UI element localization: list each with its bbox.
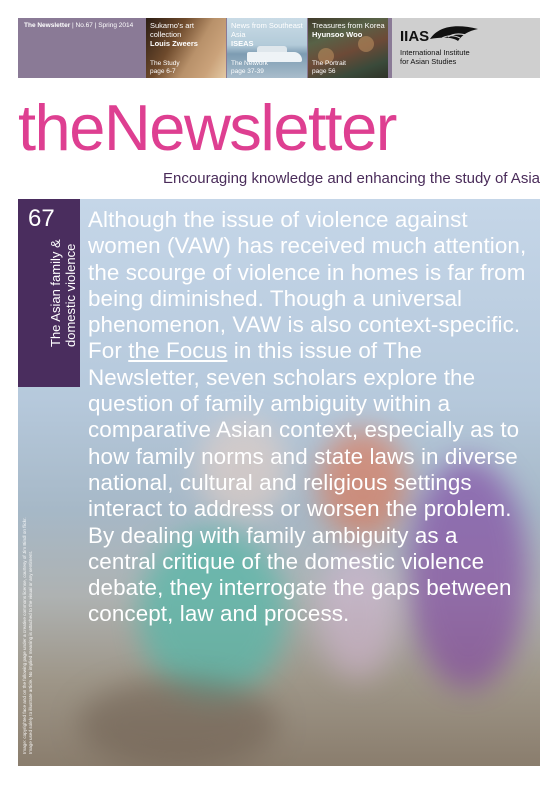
- logo-subtitle: [400, 49, 470, 66]
- teaser-portrait[interactable]: [308, 18, 388, 78]
- cover-image: [18, 199, 540, 766]
- newsletter-name: The Newsletter: [24, 22, 71, 29]
- teaser-title: Treasures from Korea: [312, 21, 385, 30]
- image-credit-line2: Image used solely to illustrate article. No implied meaning is attached to the visual or any sentiment.: [28, 551, 33, 754]
- teaser-section: The Study: [150, 60, 180, 67]
- bird-logo-icon: [428, 23, 480, 49]
- iias-logo[interactable]: [392, 18, 540, 78]
- teaser-section: The Network: [231, 60, 268, 67]
- image-credit: [22, 517, 34, 754]
- issue-theme-line1: The Asian family &: [48, 239, 63, 347]
- teaser-author: Louis Zweers: [150, 39, 198, 48]
- logo-subtitle-line1: International Institute: [400, 48, 470, 57]
- issue-number: 67: [28, 205, 55, 232]
- focus-link[interactable]: the Focus: [128, 338, 228, 364]
- logo-subtitle-line2: for Asian Studies: [400, 56, 457, 66]
- teaser-study[interactable]: [146, 18, 226, 78]
- intro-text-part1: Although the issue of violence against women (VAW) has received much attention, the scourge of violence in homes is far from being diminished. Though a universal phenomenon, VAW is also context-specific. For: [88, 207, 527, 364]
- issue-sidebar: [18, 199, 80, 387]
- teaser-author: Hyunsoo Woo: [312, 30, 363, 39]
- teaser-title: Sukarno's art collection: [150, 21, 194, 39]
- image-credit-line1: Image: copyrighted face and on the following page under a creative commons license, courtesy of Jim Bindl on flickr.: [22, 517, 27, 754]
- teaser-network[interactable]: [227, 18, 307, 78]
- issue-info: [24, 22, 133, 29]
- top-banner: [18, 18, 540, 78]
- teaser-page: page 6-7: [150, 67, 176, 75]
- image-ground: [78, 679, 278, 766]
- masthead-title: theNewsletter: [18, 91, 396, 164]
- teaser-page: page 56: [312, 67, 336, 75]
- intro-text-part2: in this issue of The Newsletter, seven scholars explore the question of family ambiguity within a comparative Asian context, especially as to how family norms and state laws in diverse national, cultural and religious settings interact to address or worsen the problem. By dealing with family ambiguity as a central critique of the domestic violence debate, they interrogate the gaps between concept, law and process.: [88, 338, 520, 627]
- teaser-section: The Portrait: [312, 60, 346, 67]
- issue-theme: [48, 239, 78, 347]
- issue-details: | No.67 | Spring 2014: [70, 22, 134, 29]
- logo-name: IIAS: [400, 28, 430, 45]
- cover-intro-text: [88, 207, 528, 628]
- teaser-author: ISEAS: [231, 39, 254, 48]
- teaser-title: News from Southeast Asia: [231, 21, 303, 39]
- teaser-page: page 37-39: [231, 67, 264, 75]
- tagline: Encouraging knowledge and enhancing the study of Asia: [163, 170, 540, 187]
- issue-theme-line2: domestic violence: [63, 243, 78, 347]
